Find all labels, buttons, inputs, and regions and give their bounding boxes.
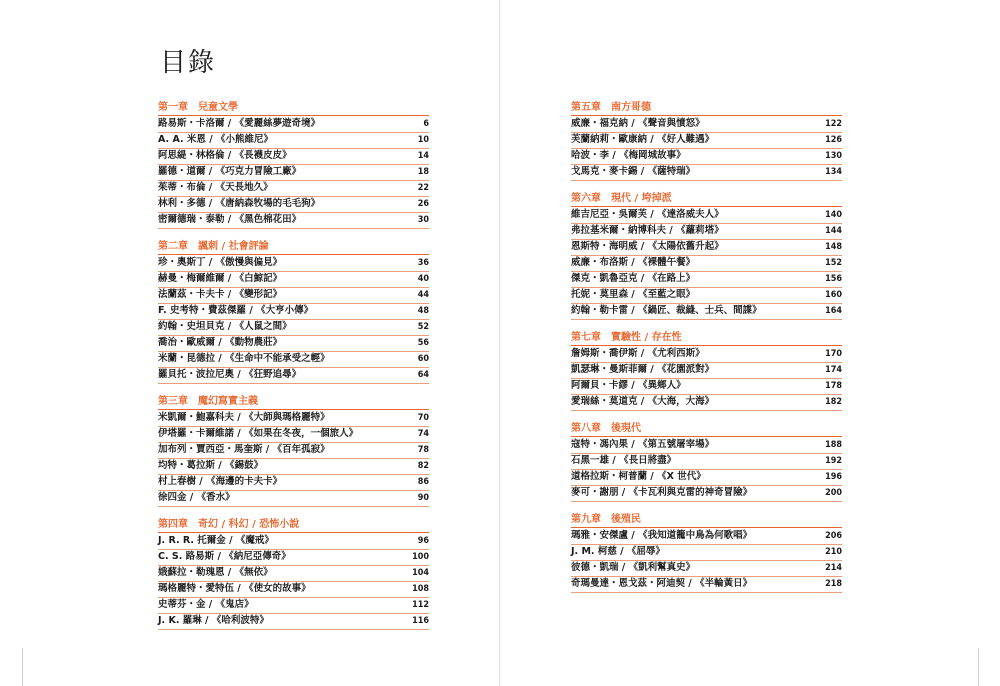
- entry-page-number: 44: [417, 290, 429, 300]
- entry-title: 哈波・李 / 《梅岡城故事》: [571, 150, 686, 161]
- toc-entry[interactable]: [571, 240, 842, 256]
- chapter-heading: [158, 395, 429, 410]
- chapter-section: [158, 101, 429, 229]
- chapter-title: 奇幻 / 科幻 / 恐怖小說: [198, 519, 300, 530]
- chapter-number: 第五章: [571, 102, 601, 113]
- entry-page-number: 164: [825, 306, 842, 316]
- toc-entry[interactable]: [571, 438, 842, 454]
- toc-entry[interactable]: [571, 304, 842, 320]
- entry-title: J. M. 柯慈 / 《屈辱》: [571, 546, 665, 557]
- entry-title: 芙蘭納莉・歐康納 / 《好人難遇》: [571, 134, 715, 145]
- toc-entry[interactable]: [571, 454, 842, 470]
- chapter-number: 第二章: [158, 241, 188, 252]
- chapter-number: 第八章: [571, 423, 601, 434]
- entry-page-number: 192: [825, 456, 842, 466]
- toc-entry[interactable]: [158, 149, 429, 165]
- toc-entry[interactable]: [571, 256, 842, 272]
- entry-title: 石黑一雄 / 《長日將盡》: [571, 455, 677, 466]
- chapter-heading: [571, 331, 842, 346]
- entry-page-number: 14: [417, 151, 429, 161]
- toc-entry[interactable]: [158, 411, 429, 427]
- chapter-title: 後現代: [611, 423, 641, 434]
- entry-title: 瑪格麗特・愛特伍 / 《使女的故事》: [158, 583, 311, 594]
- chapter-heading: [571, 101, 842, 116]
- toc-entry[interactable]: [571, 272, 842, 288]
- entry-page-number: 210: [825, 547, 842, 557]
- entry-page-number: 178: [825, 381, 842, 391]
- entry-page-number: 218: [825, 579, 842, 589]
- entry-page-number: 6: [423, 119, 429, 129]
- entry-page-number: 144: [825, 226, 842, 236]
- entry-page-number: 126: [825, 135, 842, 145]
- toc-entry[interactable]: [158, 320, 429, 336]
- entry-title: 史蒂芬・金 / 《鬼店》: [158, 599, 254, 610]
- entry-title: A. A. 米恩 / 《小熊維尼》: [158, 134, 273, 145]
- toc-entry[interactable]: [158, 582, 429, 598]
- chapter-title: 後殖民: [611, 514, 641, 525]
- entry-page-number: 96: [417, 536, 429, 546]
- entry-page-number: 78: [417, 445, 429, 455]
- entry-page-number: 30: [417, 215, 429, 225]
- entry-title: 威廉・布洛斯 / 《裸體午餐》: [571, 257, 696, 268]
- entry-page-number: 206: [825, 531, 842, 541]
- toc-entry[interactable]: [158, 550, 429, 566]
- chapter-section: [158, 518, 429, 630]
- toc-entry[interactable]: [158, 213, 429, 229]
- toc-entry[interactable]: [158, 598, 429, 614]
- entry-page-number: 40: [417, 274, 429, 284]
- chapter-title: 魔幻寫實主義: [198, 396, 258, 407]
- toc-entry[interactable]: [571, 288, 842, 304]
- entry-title: 路易斯・卡洛爾 / 《愛麗絲夢遊奇境》: [158, 118, 321, 129]
- toc-entry[interactable]: [571, 133, 842, 149]
- chapter-section: [571, 513, 842, 593]
- toc-entry[interactable]: [571, 149, 842, 165]
- entry-title: 托妮・莫里森 / 《至藍之眼》: [571, 289, 696, 300]
- entry-page-number: 64: [417, 370, 429, 380]
- toc-entry[interactable]: [571, 208, 842, 224]
- chapter-section: [571, 192, 842, 320]
- entry-title: 羅德・道爾 / 《巧克力冒險工廠》: [158, 166, 302, 177]
- entry-page-number: 90: [417, 493, 429, 503]
- entry-title: 瑪雅・安傑盧 / 《我知道籠中鳥為何歌唱》: [571, 530, 753, 541]
- crop-mark: [978, 648, 979, 686]
- toc-entry[interactable]: [158, 352, 429, 368]
- toc-entry[interactable]: [158, 165, 429, 181]
- entry-page-number: 74: [417, 429, 429, 439]
- entry-title: 喬治・歐威爾 / 《動物農莊》: [158, 337, 283, 348]
- entry-page-number: 200: [825, 488, 842, 498]
- chapter-section: [571, 422, 842, 502]
- toc-entry[interactable]: [571, 395, 842, 411]
- chapter-number: 第九章: [571, 514, 601, 525]
- entry-page-number: 56: [417, 338, 429, 348]
- entry-page-number: 148: [825, 242, 842, 252]
- entry-title: 赫曼・梅爾維爾 / 《白鯨記》: [158, 273, 283, 284]
- entry-title: 愛瑞絲・莫道克 / 《大海，大海》: [571, 396, 715, 407]
- toc-entry[interactable]: [158, 614, 429, 630]
- entry-page-number: 134: [825, 167, 842, 177]
- toc-entry[interactable]: [158, 181, 429, 197]
- chapter-heading: [571, 192, 842, 207]
- entry-page-number: 108: [412, 584, 429, 594]
- entry-title: 彼德・凱瑞 / 《凱利幫真史》: [571, 562, 696, 573]
- entry-page-number: 60: [417, 354, 429, 364]
- entry-page-number: 22: [417, 183, 429, 193]
- chapter-number: 第四章: [158, 519, 188, 530]
- chapter-number: 第六章: [571, 193, 601, 204]
- toc-entry[interactable]: [158, 197, 429, 213]
- toc-entry[interactable]: [571, 117, 842, 133]
- chapter-heading: [158, 518, 429, 533]
- toc-entry[interactable]: [158, 117, 429, 133]
- toc-entry[interactable]: [158, 368, 429, 384]
- toc-entry[interactable]: [158, 304, 429, 320]
- toc-entry[interactable]: [158, 288, 429, 304]
- entry-title: 詹姆斯・喬伊斯 / 《尤利西斯》: [571, 348, 705, 359]
- entry-title: 麥可・謝朋 / 《卡瓦利與克雷的神奇冒險》: [571, 487, 753, 498]
- chapter-section: [158, 240, 429, 384]
- entry-title: 弗拉基米爾・納博科夫 / 《蘿莉塔》: [571, 225, 724, 236]
- entry-page-number: 152: [825, 258, 842, 268]
- toc-entry[interactable]: [158, 443, 429, 459]
- toc-entry[interactable]: [158, 459, 429, 475]
- chapter-heading: [571, 422, 842, 437]
- entry-page-number: 160: [825, 290, 842, 300]
- entry-page-number: 122: [825, 119, 842, 129]
- left-page: [0, 0, 499, 686]
- entry-title: 茱蒂・布倫 / 《天長地久》: [158, 182, 273, 193]
- chapter-section: [158, 395, 429, 507]
- entry-page-number: 36: [417, 258, 429, 268]
- entry-title: 娥蘇拉・勒瑰恩 / 《無依》: [158, 567, 273, 578]
- entry-title: 伊塔羅・卡爾維諾 / 《如果在冬夜，一個旅人》: [158, 428, 359, 439]
- entry-page-number: 174: [825, 365, 842, 375]
- toc-entry[interactable]: [571, 363, 842, 379]
- chapter-number: 第一章: [158, 102, 188, 113]
- entry-title: 約翰・史坦貝克 / 《人鼠之間》: [158, 321, 292, 332]
- toc-entry[interactable]: [158, 566, 429, 582]
- chapter-heading: [571, 513, 842, 528]
- entry-page-number: 156: [825, 274, 842, 284]
- toc-entry[interactable]: [571, 165, 842, 181]
- chapter-title: 諷刺 / 社會評論: [198, 241, 269, 252]
- chapter-section: [571, 101, 842, 181]
- toc-entry[interactable]: [571, 561, 842, 577]
- chapter-title: 南方哥德: [611, 102, 651, 113]
- toc-entry[interactable]: [158, 272, 429, 288]
- entry-title: J. K. 羅琳 / 《哈利波特》: [158, 615, 269, 626]
- chapter-heading: [158, 101, 429, 116]
- entry-title: 道格拉斯・柯普蘭 / 《X 世代》: [571, 471, 706, 482]
- entry-page-number: 188: [825, 440, 842, 450]
- chapter-title: 兒童文學: [198, 102, 238, 113]
- entry-title: 維吉尼亞・吳爾芙 / 《達洛威夫人》: [571, 209, 724, 220]
- toc-entry[interactable]: [158, 491, 429, 507]
- entry-title: 珍・奧斯丁 / 《傲慢與偏見》: [158, 257, 283, 268]
- entry-title: 阿思緹・林格倫 / 《長襪皮皮》: [158, 150, 292, 161]
- entry-title: 奇瑪曼達・恩戈茲・阿迪契 / 《半輪黃日》: [571, 578, 753, 589]
- entry-title: 阿爾貝・卡繆 / 《異鄉人》: [571, 380, 686, 391]
- entry-page-number: 26: [417, 199, 429, 209]
- chapter-title: 實驗性 / 存在性: [611, 332, 682, 343]
- entry-page-number: 112: [412, 600, 429, 610]
- chapter-heading: [158, 240, 429, 255]
- toc-entry[interactable]: [571, 347, 842, 363]
- entry-title: 寇特・馮內果 / 《第五號屠宰場》: [571, 439, 715, 450]
- entry-title: 林利・多德 / 《唐納森牧場的毛毛狗》: [158, 198, 321, 209]
- entry-title: 均特・葛拉斯 / 《錫鼓》: [158, 460, 264, 471]
- entry-title: 密爾德瑞・泰勒 / 《黑色棉花田》: [158, 214, 302, 225]
- toc-entry[interactable]: [571, 577, 842, 593]
- entry-page-number: 214: [825, 563, 842, 573]
- toc-entry[interactable]: [571, 545, 842, 561]
- toc-entry[interactable]: [571, 529, 842, 545]
- entry-page-number: 170: [825, 349, 842, 359]
- entry-page-number: 116: [412, 616, 429, 626]
- entry-page-number: 140: [825, 210, 842, 220]
- entry-title: 加布列・賈西亞・馬奎斯 / 《百年孤寂》: [158, 444, 330, 455]
- entry-title: 恩斯特・海明威 / 《太陽依舊升起》: [571, 241, 724, 252]
- toc-entry[interactable]: [158, 534, 429, 550]
- toc-entry[interactable]: [158, 133, 429, 149]
- entry-page-number: 104: [412, 568, 429, 578]
- toc-entry[interactable]: [571, 224, 842, 240]
- entry-title: 戈馬克・麥卡錫 / 《薩特瑞》: [571, 166, 696, 177]
- toc-entry[interactable]: [158, 336, 429, 352]
- entry-title: 約翰・勒卡雷 / 《鍋匠、裁縫、士兵、間諜》: [571, 305, 762, 316]
- chapter-number: 第三章: [158, 396, 188, 407]
- entry-page-number: 70: [417, 413, 429, 423]
- left-toc-column: [158, 101, 429, 641]
- entry-title: 村上春樹 / 《海邊的卡夫卡》: [158, 476, 283, 487]
- chapter-title: 現代 / 垮掉派: [611, 193, 672, 204]
- entry-title: 傑克・凱魯亞克 / 《在路上》: [571, 273, 696, 284]
- chapter-number: 第七章: [571, 332, 601, 343]
- right-page: [500, 0, 1000, 686]
- entry-title: 法蘭茲・卡夫卡 / 《變形記》: [158, 289, 283, 300]
- chapter-section: [571, 331, 842, 411]
- crop-mark: [22, 648, 23, 686]
- entry-title: J. R. R. 托爾金 / 《魔戒》: [158, 535, 274, 546]
- toc-entry[interactable]: [571, 379, 842, 395]
- entry-title: 米凱爾・鮑嘉科夫 / 《大師與瑪格麗特》: [158, 412, 330, 423]
- toc-entry[interactable]: [158, 427, 429, 443]
- entry-title: F. 史考特・費茲傑羅 / 《大亨小傳》: [158, 305, 314, 316]
- entry-page-number: 10: [417, 135, 429, 145]
- entry-title: 徐四金 / 《香水》: [158, 492, 235, 503]
- entry-page-number: 196: [825, 472, 842, 482]
- toc-title: 目錄: [160, 48, 217, 78]
- entry-page-number: 52: [417, 322, 429, 332]
- entry-title: 羅貝托・波拉尼奧 / 《狂野追尋》: [158, 369, 302, 380]
- entry-page-number: 18: [417, 167, 429, 177]
- right-toc-column: [571, 101, 842, 604]
- entry-title: 米蘭・昆德拉 / 《生命中不能承受之輕》: [158, 353, 330, 364]
- entry-page-number: 86: [417, 477, 429, 487]
- toc-entry[interactable]: [158, 475, 429, 491]
- entry-page-number: 130: [825, 151, 842, 161]
- toc-entry[interactable]: [571, 486, 842, 502]
- entry-page-number: 82: [417, 461, 429, 471]
- entry-title: C. S. 路易斯 / 《納尼亞傳奇》: [158, 551, 291, 562]
- entry-page-number: 48: [417, 306, 429, 316]
- toc-entry[interactable]: [158, 256, 429, 272]
- entry-title: 凱瑟琳・曼斯菲爾 / 《花園派對》: [571, 364, 715, 375]
- entry-title: 威廉・福克納 / 《聲音與憤怒》: [571, 118, 705, 129]
- entry-page-number: 100: [412, 552, 429, 562]
- entry-page-number: 182: [825, 397, 842, 407]
- toc-entry[interactable]: [571, 470, 842, 486]
